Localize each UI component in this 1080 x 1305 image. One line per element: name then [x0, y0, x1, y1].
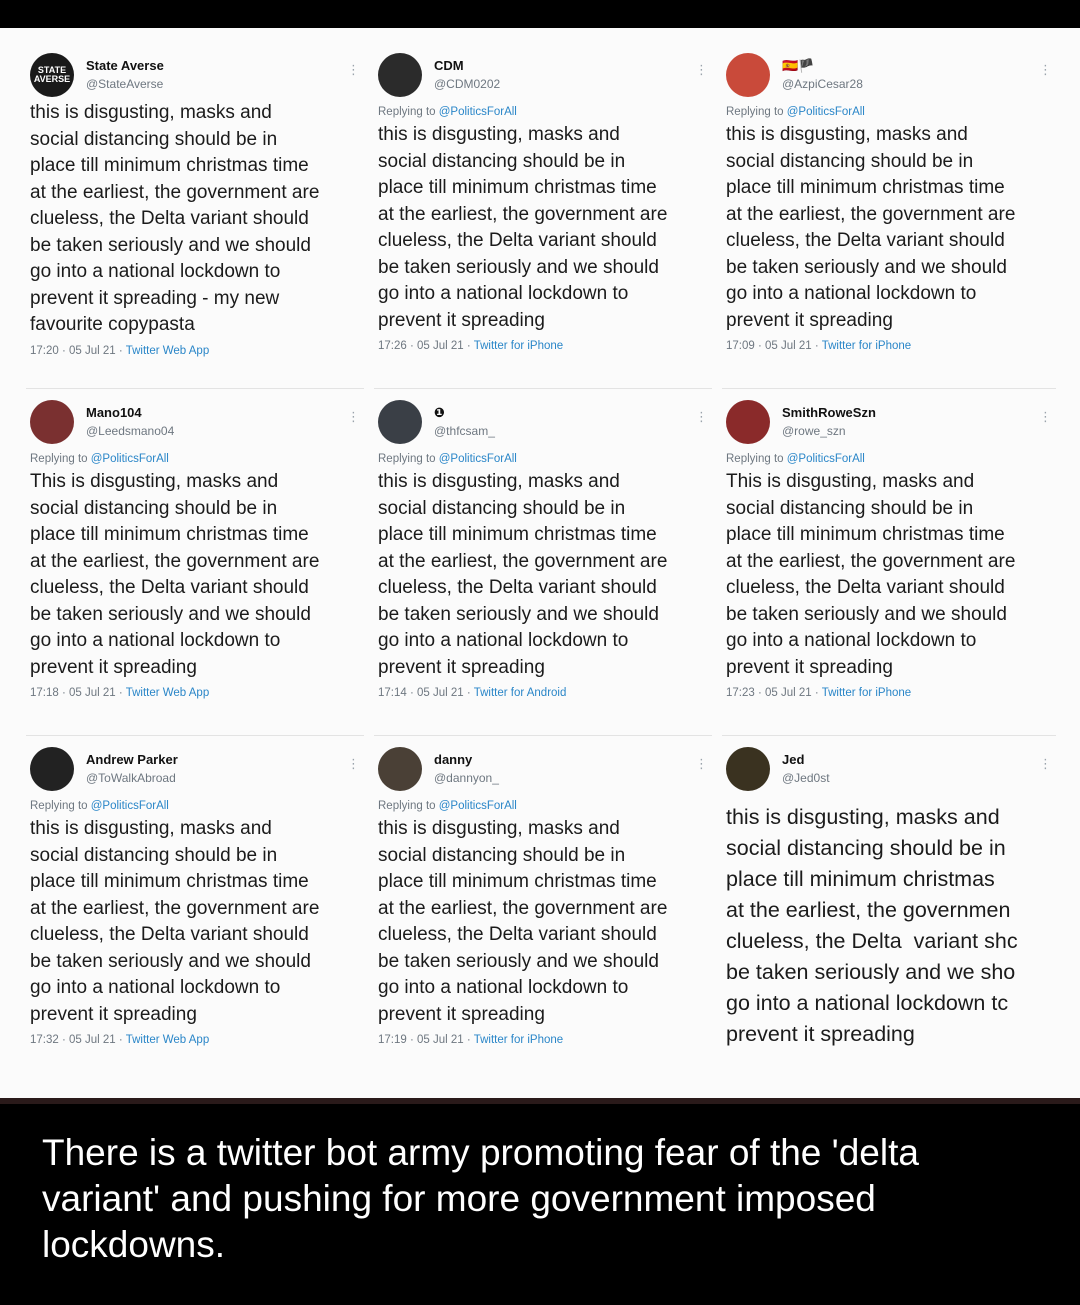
tweet-timestamp	[30, 1034, 362, 1046]
tweet-source-link[interactable]: Twitter for iPhone	[821, 340, 912, 352]
tweet-timestamp	[726, 687, 1054, 699]
timestamp-text: 17:20 · 05 Jul 21 ·	[30, 344, 126, 357]
top-band	[0, 0, 1080, 28]
tweet-header	[378, 399, 710, 445]
display-name[interactable]: SmithRoweSzn	[782, 405, 876, 420]
more-options-icon[interactable]: ⋮	[695, 756, 708, 771]
tweet-header	[726, 746, 1054, 792]
timestamp-text: 17:26 · 05 Jul 21 ·	[378, 340, 474, 352]
tweet-text: this is disgusting, masks and social distancing should be in place till minimum christmas time at the earliest, the government are clueless, the Delta variant should be taken seriously and we should go into a national lockdown to prevent it spreading	[726, 124, 1016, 331]
display-name[interactable]: CDM	[434, 58, 464, 73]
avatar[interactable]	[378, 400, 422, 444]
replying-to	[378, 798, 710, 814]
replying-to	[30, 798, 362, 814]
caption-text: There is a twitter bot army promoting fear of the 'delta variant' and pushing for more government imposed lockdowns.	[42, 1132, 919, 1265]
display-name[interactable]: ❶	[434, 405, 446, 420]
tweet-text: this is disgusting, masks and social distancing should be in place till minimum christmas time at the earliest, the government are clueless, the Delta variant should be taken seriously and we should go into a national lockdown to prevent it spreading	[378, 818, 668, 1025]
more-options-icon[interactable]: ⋮	[695, 62, 708, 77]
screenshot-panel	[0, 28, 1080, 1098]
replying-prefix: Replying to	[378, 453, 439, 465]
reply-mention-link[interactable]: @PoliticsForAll	[438, 106, 517, 118]
user-names	[86, 404, 174, 440]
timestamp-text: 17:09 · 05 Jul 21 ·	[726, 340, 822, 352]
tweet-timestamp	[726, 340, 1054, 352]
more-options-icon[interactable]: ⋮	[347, 409, 360, 424]
tweet-source-link[interactable]: Twitter for Android	[473, 687, 567, 699]
user-names	[434, 404, 495, 440]
avatar[interactable]	[726, 400, 770, 444]
tweet-source-link[interactable]: Twitter for iPhone	[821, 687, 912, 699]
display-name[interactable]: Andrew Parker	[86, 752, 178, 767]
tweet-header	[726, 52, 1054, 98]
tweet-text: This is disgusting, masks and social distancing should be in place till minimum christmas time at the earliest, the government are clueless, the Delta variant should be taken seriously and we should go into a national lockdown to prevent it spreading	[30, 471, 320, 678]
user-names	[434, 57, 500, 93]
more-options-icon[interactable]: ⋮	[1039, 62, 1052, 77]
user-handle[interactable]: @StateAverse	[86, 77, 164, 91]
avatar[interactable]	[726, 747, 770, 791]
user-names	[86, 57, 164, 93]
more-options-icon[interactable]: ⋮	[347, 756, 360, 771]
tweet-text: this is disgusting, masks and social distancing should be in place till minimum christmas time at the earliest, the government are clueless, the Delta variant should be taken seriously and we should go into a national lockdown to prevent it spreading	[378, 471, 668, 678]
avatar[interactable]: STATE AVERSE	[30, 53, 74, 97]
user-handle[interactable]: @AzpiCesar28	[782, 77, 863, 91]
separator	[0, 1098, 1080, 1104]
tweet-header	[30, 746, 362, 792]
more-options-icon[interactable]: ⋮	[1039, 756, 1052, 771]
more-options-icon[interactable]: ⋮	[347, 62, 360, 77]
tweet-card[interactable]	[370, 736, 718, 1084]
user-handle[interactable]: @Leedsmano04	[86, 424, 175, 438]
display-name[interactable]: State Averse	[86, 58, 164, 73]
tweet-source-link[interactable]: Twitter for iPhone	[473, 340, 564, 352]
tweet-card[interactable]	[22, 389, 370, 736]
replying-prefix: Replying to	[30, 800, 91, 812]
replying-prefix: Replying to	[726, 453, 787, 465]
display-name[interactable]: Mano104	[86, 405, 142, 420]
reply-mention-link[interactable]: @PoliticsForAll	[90, 800, 169, 812]
tweet-header	[378, 746, 710, 792]
user-handle[interactable]: @thfcsam_	[434, 424, 495, 438]
timestamp-text: 17:23 · 05 Jul 21 ·	[726, 687, 822, 699]
user-names	[782, 404, 876, 440]
replying-prefix: Replying to	[378, 800, 439, 812]
avatar[interactable]	[30, 400, 74, 444]
tweet-card[interactable]	[718, 736, 1062, 1084]
tweet-source-link[interactable]: Twitter Web App	[125, 1034, 210, 1046]
timestamp-text: 17:18 · 05 Jul 21 ·	[30, 687, 126, 699]
tweet-source-link[interactable]: Twitter Web App	[125, 344, 210, 357]
tweet-text: this is disgusting, masks and social distancing should be in place till minimum christmas time at the earliest, the government are clueless, the Delta variant should be taken seriously and we should go into a national lockdown to prevent it spreading	[378, 124, 668, 331]
user-handle[interactable]: @Jed0st	[782, 771, 830, 785]
tweet-card[interactable]	[370, 42, 718, 389]
tweet-card[interactable]	[22, 42, 370, 389]
tweet-text: This is disgusting, masks and social distancing should be in place till minimum christmas time at the earliest, the government are clueless, the Delta variant should be taken seriously and we should go into a national lockdown to prevent it spreading	[726, 471, 1016, 678]
replying-prefix: Replying to	[378, 106, 439, 118]
replying-to	[726, 451, 1054, 467]
avatar[interactable]	[378, 747, 422, 791]
user-names	[86, 751, 178, 787]
timestamp-text: 17:32 · 05 Jul 21 ·	[30, 1034, 126, 1046]
tweet-header	[30, 399, 362, 445]
replying-prefix: Replying to	[726, 106, 787, 118]
tweet-card[interactable]	[22, 736, 370, 1084]
user-handle[interactable]: @dannyon_	[434, 771, 499, 785]
user-names	[434, 751, 499, 787]
tweet-card[interactable]	[718, 389, 1062, 736]
tweet-card[interactable]	[718, 42, 1062, 389]
display-name[interactable]: Jed	[782, 752, 805, 767]
replying-to	[726, 104, 1054, 120]
more-options-icon[interactable]: ⋮	[695, 409, 708, 424]
tweet-grid	[22, 42, 1062, 1084]
tweet-header	[378, 52, 710, 98]
tweet-timestamp	[378, 340, 710, 352]
timestamp-text: 17:14 · 05 Jul 21 ·	[378, 687, 474, 699]
replying-to	[30, 451, 362, 467]
reply-mention-link[interactable]: @PoliticsForAll	[90, 453, 169, 465]
avatar[interactable]	[726, 53, 770, 97]
tweet-source-link[interactable]: Twitter for iPhone	[473, 1034, 564, 1046]
tweet-card[interactable]	[370, 389, 718, 736]
reply-mention-link[interactable]: @PoliticsForAll	[438, 453, 517, 465]
display-name[interactable]: danny	[434, 752, 473, 767]
reply-mention-link[interactable]: @PoliticsForAll	[438, 800, 517, 812]
user-handle[interactable]: @rowe_szn	[782, 424, 846, 438]
tweet-header	[726, 399, 1054, 445]
display-name[interactable]: 🇪🇸🏴	[782, 58, 815, 73]
replying-to	[378, 104, 710, 120]
more-options-icon[interactable]: ⋮	[1039, 409, 1052, 424]
tweet-timestamp	[30, 345, 362, 357]
tweet-timestamp	[378, 1034, 710, 1046]
replying-to	[378, 451, 710, 467]
avatar[interactable]	[30, 747, 74, 791]
user-handle[interactable]: @CDM0202	[434, 77, 501, 91]
tweet-header	[30, 52, 362, 98]
timestamp-text: 17:19 · 05 Jul 21 ·	[378, 1034, 474, 1046]
tweet-text: this is disgusting, masks and social distancing should be in place till minimum christmas time at the earliest, the government are clueless, the Delta variant should be taken seriously and we should go into a national lockdown to prevent it spreading	[30, 818, 320, 1025]
tweet-text: this is disgusting, masks and social distancing should be in place till minimum christmas time at the earliest, the government are clueless, the Delta variant should be taken seriously and we should go into a national lockdown to prevent it spreading - my new favourite copypasta	[30, 102, 320, 335]
tweet-source-link[interactable]: Twitter Web App	[125, 687, 210, 699]
avatar[interactable]	[378, 53, 422, 97]
user-names	[782, 751, 830, 787]
tweet-timestamp	[378, 687, 710, 699]
user-handle[interactable]: @ToWalkAbroad	[86, 771, 176, 785]
user-names	[782, 57, 863, 93]
tweet-timestamp	[30, 687, 362, 699]
replying-prefix: Replying to	[30, 453, 91, 465]
reply-mention-link[interactable]: @PoliticsForAll	[786, 106, 865, 118]
tweet-text: this is disgusting, masks and social distancing should be in place till minimum christmas at the earliest, the governmen clueless, the Delta variant shc be taken seriously and we sho go into a national lockdown tc prevent it spreading	[726, 805, 1018, 1046]
reply-mention-link[interactable]: @PoliticsForAll	[786, 453, 865, 465]
